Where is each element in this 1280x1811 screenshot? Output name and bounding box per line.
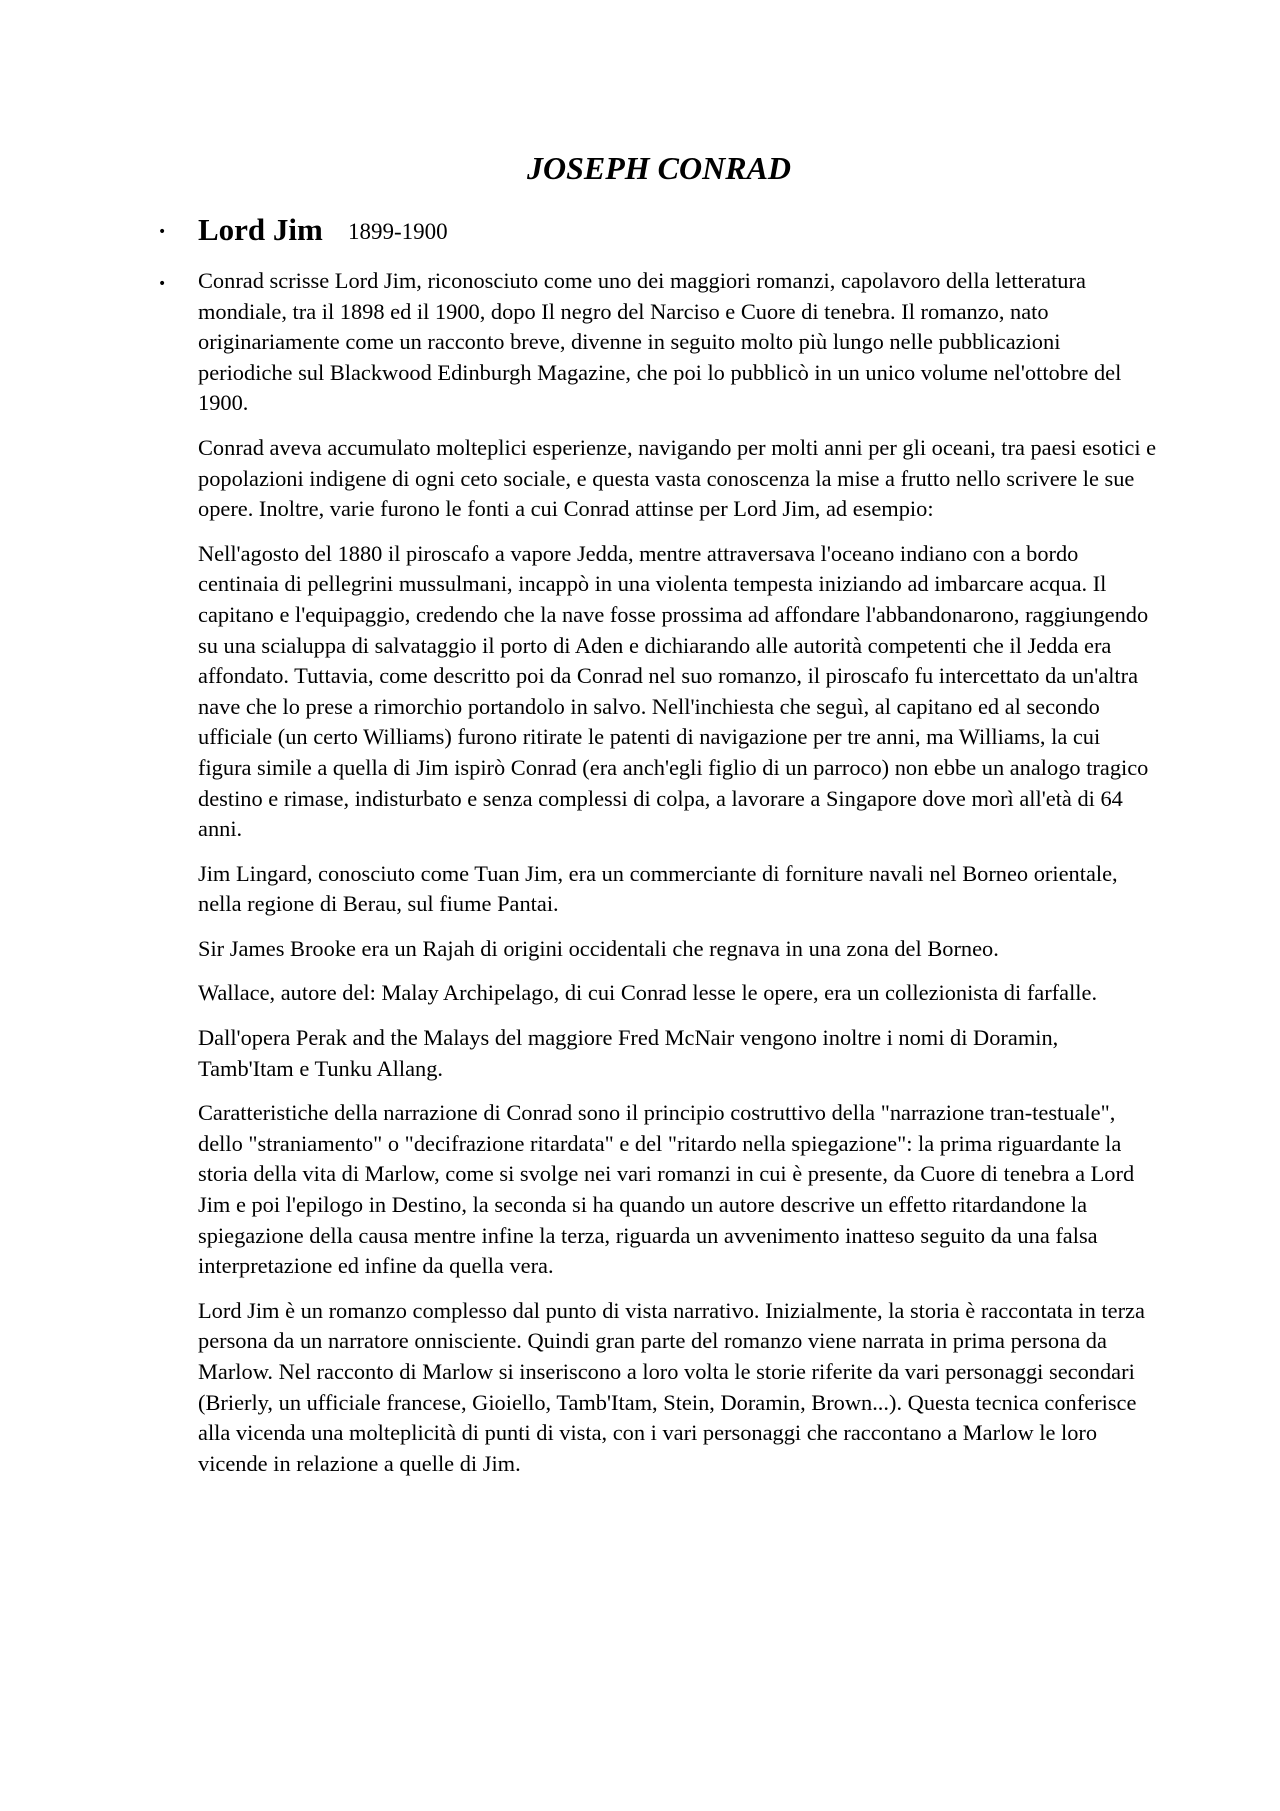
paragraph-experiences: Conrad aveva accumulato molteplici esperienze, navigando per molti anni per gli oceani, tra paesi esotici e popolazioni indigene di ogni ceto sociale, e questa vasta conoscenza la mise a frutto nello scrivere le sue opere. Inoltre, varie furono le fonti a cui Conrad attinse per Lord Jim, ad esempio: bbox=[198, 434, 1157, 522]
work-years: 1899-1900 bbox=[348, 219, 448, 244]
paragraph-intro: Conrad scrisse Lord Jim, riconosciuto come uno dei maggiori romanzi, capolavoro della letteratura mondiale, tra il 1898 ed il 1900, dopo Il negro del Narciso e Cuore di tenebra. Il romanzo, nato originariamente come un racconto breve, divenne in seguito molto più lungo nelle pubblicazioni periodiche sul Blackwood Edinburgh Magazine, che poi lo pubblicò in un unico volume nel'ottobre del 1900. bbox=[198, 268, 1122, 416]
document-title bbox=[0, 148, 1280, 188]
document-title-text: JOSEPH CONRAD bbox=[526, 150, 792, 186]
work-title: Lord Jim bbox=[198, 212, 323, 247]
paragraph-james-brooke: Sir James Brooke era un Rajah di origini occidentali che regnava in una zona del Borneo. bbox=[198, 935, 999, 961]
paragraph-narrative-structure: Lord Jim è un romanzo complesso dal punto di vista narrativo. Inizialmente, la storia è raccontata in terza persona da un narratore onnisciente. Quindi gran parte del romanzo viene narrata in prima persona da Marlow. Nel racconto di Marlow si inseriscono a loro volta le storie riferite da vari personaggi secondari (Brierly, un ufficiale francese, Gioiello, Tamb'Itam, Stein, Doramin, Brown...). Questa tecnica conferisce alla vicenda una molteplicità di punti di vista, con i vari personaggi che raccontano a Marlow le loro vicende in relazione a quelle di Jim. bbox=[198, 1297, 1145, 1476]
paragraph-wallace: Wallace, autore del: Malay Archipelago, di cui Conrad lesse le opere, era un collezionista di farfalle. bbox=[198, 980, 1098, 1006]
paragraph-jim-lingard: Jim Lingard, conosciuto come Tuan Jim, era un commerciante di forniture navali nel Borneo orientale, nella regione di Berau, sul fiume Pantai. bbox=[198, 860, 1118, 917]
body-bullet: • bbox=[158, 276, 167, 292]
work-heading bbox=[158, 208, 1158, 252]
paragraph-mcnair: Dall'opera Perak and the Malays del maggiore Fred McNair vengono inoltre i nomi di Doramin, Tamb'Itam e Tunku Allang. bbox=[198, 1025, 1059, 1081]
paragraph-jedda: Nell'agosto del 1880 il piroscafo a vapore Jedda, mentre attraversava l'oceano indiano con a bordo centinaia di pellegrini mussulmani, incappò in una violenta tempesta iniziando ad imbarcare acqua. Il capitano e l'equipaggio, credendo che la nave fosse prossima ad affondare l'abbandonarono, raggiungendo su una scialuppa di salvataggio il porto di Aden e dichiarando alle autorità competenti che il Jedda era affondato. Tuttavia, come descritto poi da Conrad nel suo romanzo, il piroscafo fu intercettato da un'altra nave che lo prese a rimorchio portandolo in salvo. Nell'inchiesta che seguì, al capitano ed al secondo ufficiale (un certo Williams) furono ritirate le patenti di navigazione per tre anni, ma Williams, la cui figura simile a quella di Jim ispirò Conrad (era anch'egli figlio di un parroco) non ebbe un analogo tragico destino e rimase, indisturbato e senza complessi di colpa, a lavorare a Singapore dove morì all'età di 64 anni. bbox=[198, 540, 1149, 842]
document-body bbox=[198, 266, 1158, 1493]
paragraph-narration: Caratteristiche della narrazione di Conrad sono il principio costruttivo della "narrazione tran-testuale", dello "straniamento" o "decifrazione ritardata" e del "ritardo nella spiegazione": la prima riguardante la storia della vita di Marlow, come si svolge nei vari romanzi in cui è presente, da Cuore di tenebra a Lord Jim e poi l'epilogo in Destino, la seconda si ha quando un autore descrive un effetto ritardandone la spiegazione della causa mentre infine la terza, riguarda un avvenimento inatteso seguito da una falsa interpretazione ed infine da quella vera. bbox=[198, 1100, 1135, 1279]
heading-bullet: • bbox=[158, 224, 167, 240]
